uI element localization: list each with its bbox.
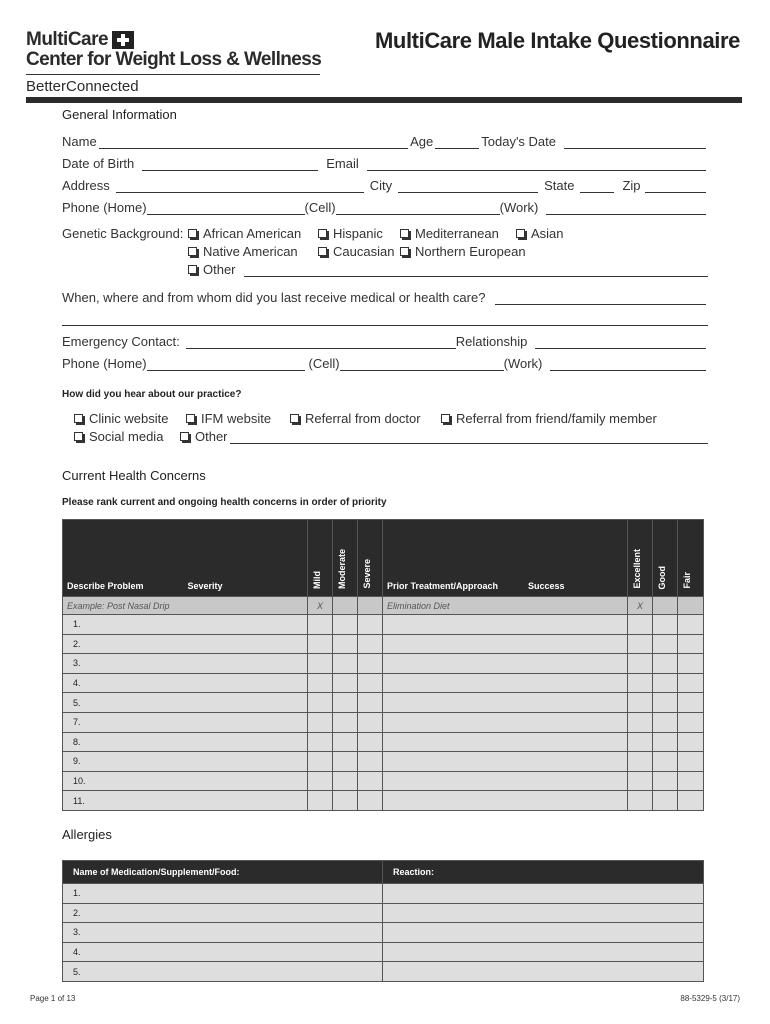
col-fair: Fair (678, 520, 704, 597)
phone-work2-field[interactable] (550, 359, 706, 371)
concern-cell[interactable] (308, 693, 333, 713)
concern-row-number: 8. (63, 732, 308, 752)
relationship-label: Relationship (455, 334, 528, 349)
concern-cell[interactable] (383, 752, 628, 772)
emergency-contact-field[interactable] (186, 337, 456, 349)
concern-cell[interactable] (333, 693, 358, 713)
concern-row (63, 693, 704, 713)
concern-row-number: 10. (63, 771, 308, 791)
col-severe: Severe (358, 520, 383, 597)
concern-cell[interactable] (678, 654, 704, 674)
concern-row (63, 634, 704, 654)
concern-cell[interactable] (333, 654, 358, 674)
concern-cell[interactable] (358, 615, 383, 635)
concern-cell[interactable] (653, 615, 678, 635)
address-label: Address (62, 178, 110, 193)
concern-cell[interactable] (628, 712, 653, 732)
concern-cell[interactable] (678, 771, 704, 791)
checkbox-icon (516, 229, 525, 238)
concern-cell[interactable] (308, 712, 333, 732)
concern-cell[interactable] (678, 712, 704, 732)
hear-ifm-website-checkbox[interactable]: IFM website (186, 411, 271, 426)
concerns-heading: Current Health Concerns (62, 468, 206, 483)
concern-cell[interactable] (333, 712, 358, 732)
allergy-row (63, 942, 704, 962)
concern-cell[interactable] (628, 693, 653, 713)
brand-line1: MultiCare (26, 29, 109, 50)
concern-cell[interactable] (333, 634, 358, 654)
concern-cell[interactable] (358, 673, 383, 693)
emergency-phone-row (62, 355, 708, 371)
plus-cross-icon (112, 31, 134, 49)
concern-row-number: 7. (63, 712, 308, 732)
allergy-row-number[interactable]: 5. (63, 962, 383, 982)
concern-cell[interactable] (653, 654, 678, 674)
concerns-subheading: Please rank current and ongoing health concerns in order of priority (62, 497, 387, 508)
col-prior-success: Prior Treatment/Approach Success (383, 520, 628, 597)
allergy-reaction-cell[interactable] (383, 962, 704, 982)
allergy-row (63, 903, 704, 923)
concern-cell[interactable] (383, 771, 628, 791)
last-care-field[interactable] (495, 293, 706, 305)
allergy-row (63, 923, 704, 943)
hear-referral-friend-checkbox[interactable]: Referral from friend/family member (441, 411, 657, 426)
example-excellent: X (628, 597, 653, 615)
concern-row (63, 615, 704, 635)
concern-cell[interactable] (308, 615, 333, 635)
concern-row (63, 791, 704, 811)
concern-cell[interactable] (628, 673, 653, 693)
relationship-field[interactable] (535, 337, 706, 349)
concern-cell[interactable] (653, 693, 678, 713)
concern-cell[interactable] (358, 634, 383, 654)
example-treatment: Elimination Diet (383, 597, 628, 615)
hear-question: How did you hear about our practice? (62, 389, 242, 400)
allergy-row (63, 962, 704, 982)
concern-row (63, 752, 704, 772)
allergy-row-number[interactable]: 1. (63, 884, 383, 904)
concern-cell[interactable] (333, 732, 358, 752)
checkbox-icon (290, 414, 299, 423)
genetic-native-american-checkbox[interactable]: Native American (188, 244, 298, 259)
concern-cell[interactable] (358, 732, 383, 752)
name-label: Name (62, 134, 97, 149)
phone-cell2-field[interactable] (340, 359, 504, 371)
state-field[interactable] (580, 181, 614, 193)
concern-cell[interactable] (308, 771, 333, 791)
address-row (62, 177, 708, 193)
form-code: 88-5329-5 (3/17) (680, 994, 740, 1003)
concern-cell[interactable] (333, 771, 358, 791)
concern-cell[interactable] (358, 791, 383, 811)
dob-label: Date of Birth (62, 156, 135, 171)
concern-row-number: 9. (63, 752, 308, 772)
concern-row (63, 673, 704, 693)
col-excellent: Excellent (628, 520, 653, 597)
concern-cell[interactable] (653, 791, 678, 811)
last-care-row (62, 289, 708, 305)
allergies-heading: Allergies (62, 827, 112, 842)
concern-cell[interactable] (653, 771, 678, 791)
checkbox-icon (318, 247, 327, 256)
age-field[interactable] (435, 137, 479, 149)
concern-cell[interactable] (358, 693, 383, 713)
concern-cell[interactable] (308, 752, 333, 772)
checkbox-icon (400, 229, 409, 238)
genetic-mediterranean-checkbox[interactable]: Mediterranean (400, 226, 499, 241)
genetic-asian-checkbox[interactable]: Asian (516, 226, 564, 241)
concern-cell[interactable] (653, 752, 678, 772)
phone-home2-label: Phone (Home) (62, 356, 147, 371)
concern-cell[interactable] (678, 752, 704, 772)
concern-cell[interactable] (678, 615, 704, 635)
concern-cell[interactable] (678, 693, 704, 713)
hear-social-media-checkbox[interactable]: Social media (74, 429, 163, 444)
dob-row (62, 155, 708, 171)
genetic-northern-european-checkbox[interactable]: Northern European (400, 244, 526, 259)
genetic-hispanic-checkbox[interactable]: Hispanic (318, 226, 383, 241)
concern-cell[interactable] (333, 752, 358, 772)
concern-cell[interactable] (653, 712, 678, 732)
genetic-african-american-checkbox[interactable]: African American (188, 226, 301, 241)
checkbox-icon (74, 414, 83, 423)
checkbox-icon (74, 432, 83, 441)
concern-row-number: 5. (63, 693, 308, 713)
checkbox-icon (318, 229, 327, 238)
phone-work-label: (Work) (499, 200, 539, 215)
concern-cell[interactable] (358, 752, 383, 772)
concern-cell[interactable] (308, 791, 333, 811)
checkbox-icon (441, 414, 450, 423)
concern-cell[interactable] (628, 752, 653, 772)
phone-cell-field[interactable] (336, 203, 500, 215)
example-mild: X (308, 597, 333, 615)
name-field[interactable] (99, 137, 408, 149)
concern-cell[interactable] (333, 791, 358, 811)
concern-cell[interactable] (383, 673, 628, 693)
checkbox-icon (180, 432, 189, 441)
address-field[interactable] (116, 181, 364, 193)
concern-cell[interactable] (308, 634, 333, 654)
concern-cell[interactable] (383, 654, 628, 674)
concern-cell[interactable] (383, 791, 628, 811)
brand-logo (26, 30, 326, 95)
phone-home2-field[interactable] (147, 359, 305, 371)
phone-work-field[interactable] (546, 203, 706, 215)
concern-cell[interactable] (653, 673, 678, 693)
city-field[interactable] (398, 181, 538, 193)
col-reaction: Reaction: (383, 861, 704, 884)
concern-cell[interactable] (628, 732, 653, 752)
example-row (63, 597, 704, 615)
concern-cell[interactable] (678, 732, 704, 752)
concern-row (63, 712, 704, 732)
concern-cell[interactable] (653, 732, 678, 752)
hear-referral-doctor-checkbox[interactable]: Referral from doctor (290, 411, 421, 426)
concern-cell[interactable] (383, 634, 628, 654)
concern-row (63, 771, 704, 791)
checkbox-icon (400, 247, 409, 256)
concern-cell[interactable] (358, 654, 383, 674)
hear-other-checkbox[interactable]: Other (180, 429, 228, 444)
phone-work2-label: (Work) (503, 356, 543, 371)
concern-cell[interactable] (358, 771, 383, 791)
concern-cell[interactable] (333, 673, 358, 693)
logo-divider (26, 74, 320, 75)
phone-row (62, 199, 708, 215)
checkbox-icon (188, 229, 197, 238)
allergy-reaction-cell[interactable] (383, 884, 704, 904)
concern-row (63, 732, 704, 752)
general-info-heading: General Information (62, 107, 177, 122)
last-care-label: When, where and from whom did you last receive medical or health care? (62, 290, 486, 305)
concern-cell[interactable] (383, 615, 628, 635)
brand-line2: Center for Weight Loss & Wellness (26, 49, 322, 70)
checkbox-icon (188, 247, 197, 256)
allergy-row-number[interactable]: 2. (63, 903, 383, 923)
checkbox-icon (188, 265, 197, 274)
concerns-table (62, 519, 704, 811)
example-problem: Example: Post Nasal Drip (63, 597, 308, 615)
allergy-reaction-cell[interactable] (383, 923, 704, 943)
concern-row-number: 11. (63, 791, 308, 811)
genetic-caucasian-checkbox[interactable]: Caucasian (318, 244, 394, 259)
genetic-background-label: Genetic Background: (62, 226, 184, 241)
concern-cell[interactable] (358, 712, 383, 732)
last-care-field-line2[interactable] (62, 325, 708, 326)
phone-cell2-label: (Cell) (308, 356, 340, 371)
emergency-contact-label: Emergency Contact: (62, 334, 180, 349)
page-number: Page 1 of 13 (30, 994, 76, 1003)
dob-field[interactable] (142, 159, 318, 171)
age-label: Age (410, 134, 434, 149)
state-label: State (544, 178, 575, 193)
col-good: Good (653, 520, 678, 597)
concern-cell[interactable] (628, 654, 653, 674)
name-row (62, 133, 708, 149)
concern-cell[interactable] (653, 634, 678, 654)
brand-tagline: BetterConnected (26, 78, 139, 95)
concern-cell[interactable] (678, 673, 704, 693)
concern-cell[interactable] (383, 712, 628, 732)
concern-cell[interactable] (308, 732, 333, 752)
concern-cell[interactable] (678, 791, 704, 811)
concern-cell[interactable] (628, 771, 653, 791)
phone-cell-label: (Cell) (304, 200, 336, 215)
concern-cell[interactable] (383, 693, 628, 713)
header-divider (26, 97, 742, 103)
page-title: MultiCare Male Intake Questionnaire (375, 28, 740, 53)
allergy-reaction-cell[interactable] (383, 942, 704, 962)
col-describe-severity: Describe Problem Severity (63, 520, 308, 597)
col-moderate: Moderate (333, 520, 358, 597)
zip-label: Zip (622, 178, 641, 193)
col-medication: Name of Medication/Supplement/Food: (63, 861, 383, 884)
concern-row (63, 654, 704, 674)
allergy-row-number[interactable]: 4. (63, 942, 383, 962)
email-field[interactable] (367, 159, 706, 171)
todays-date-field[interactable] (564, 137, 706, 149)
concern-cell[interactable] (308, 673, 333, 693)
concern-row-number: 2. (63, 634, 308, 654)
hear-clinic-website-checkbox[interactable]: Clinic website (74, 411, 168, 426)
allergies-table (62, 860, 704, 982)
hear-other-field[interactable] (230, 443, 708, 444)
allergy-row-number[interactable]: 3. (63, 923, 383, 943)
city-label: City (369, 178, 393, 193)
phone-home-field[interactable] (147, 203, 305, 215)
concern-row-number: 4. (63, 673, 308, 693)
concern-cell[interactable] (383, 732, 628, 752)
concern-cell[interactable] (628, 615, 653, 635)
genetic-other-field[interactable] (244, 276, 708, 277)
concern-cell[interactable] (628, 791, 653, 811)
todays-date-label: Today's Date (481, 134, 556, 149)
checkbox-icon (186, 414, 195, 423)
concern-cell[interactable] (628, 634, 653, 654)
allergy-reaction-cell[interactable] (383, 903, 704, 923)
emergency-row (62, 333, 708, 349)
concern-row-number: 1. (63, 615, 308, 635)
email-label: Email (326, 156, 359, 171)
concern-cell[interactable] (678, 634, 704, 654)
col-mild: Mild (308, 520, 333, 597)
genetic-other-checkbox[interactable]: Other (188, 262, 236, 277)
concern-cell[interactable] (333, 615, 358, 635)
zip-field[interactable] (645, 181, 706, 193)
phone-home-label: Phone (Home) (62, 200, 147, 215)
concern-row-number: 3. (63, 654, 308, 674)
allergy-row (63, 884, 704, 904)
concern-cell[interactable] (308, 654, 333, 674)
